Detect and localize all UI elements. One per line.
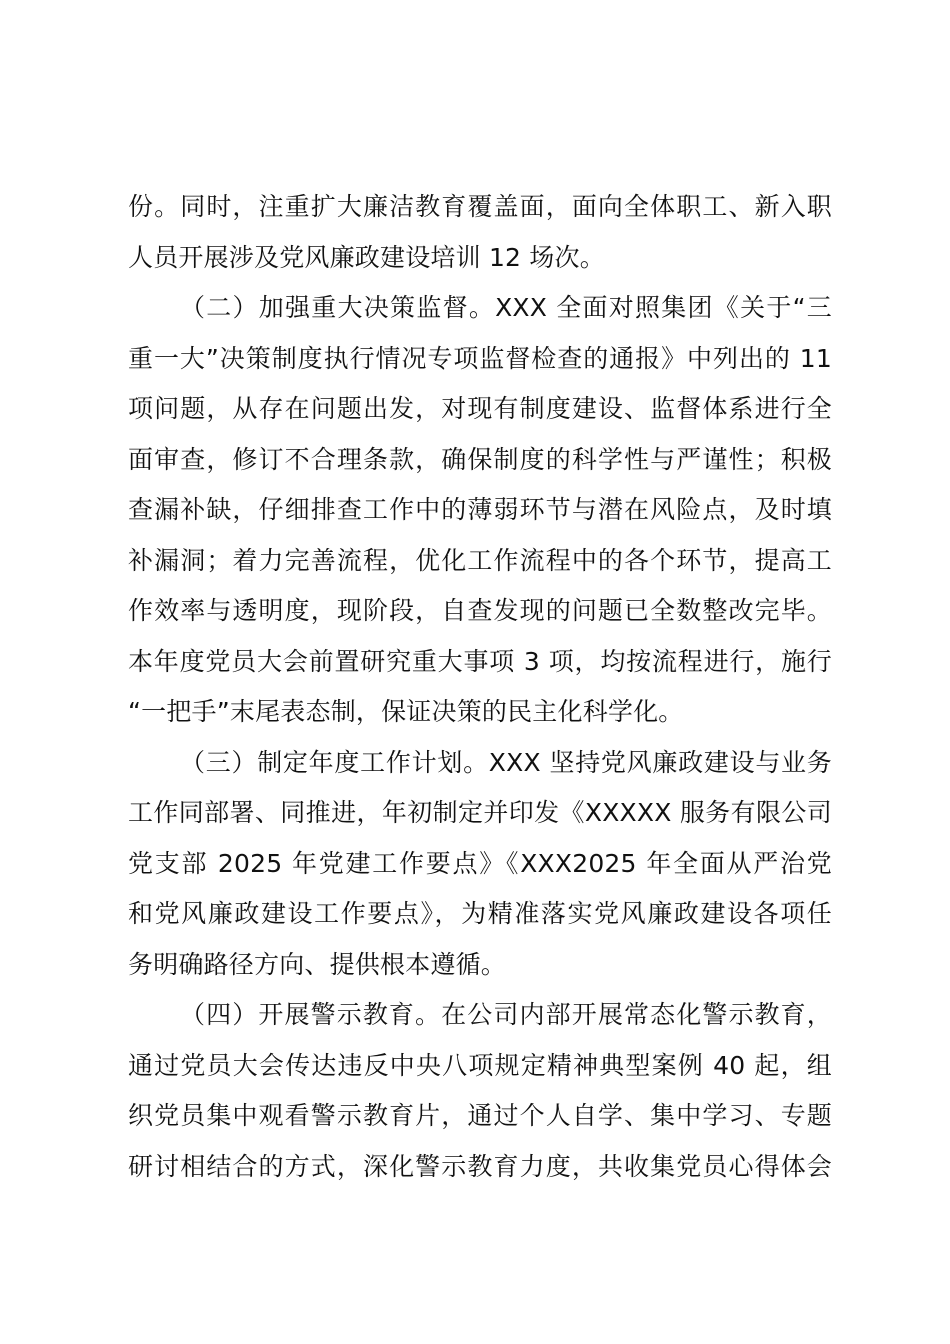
text-line: 通过党员大会传达违反中央八项规定精神典型案例 40 起，组 [128, 1050, 832, 1080]
text-line: 作效率与透明度，现阶段，自查发现的问题已全数整改完毕。 [128, 596, 832, 625]
text-line: 份。同时，注重扩大廉洁教育覆盖面，面向全体职工、新入职 [128, 192, 832, 221]
text-line: 和党风廉政建设工作要点》，为精准落实党风廉政建设各项任 [128, 899, 832, 928]
section-heading-line: （四）开展警示教育。在公司内部开展常态化警示教育， [180, 1000, 832, 1029]
text-line: 研讨相结合的方式，深化警示教育力度，共收集党员心得体会 [128, 1151, 832, 1181]
text-line: 面审查，修订不合理条款，确保制度的科学性与严谨性；积极 [128, 444, 832, 474]
text-line: “一把手”末尾表态制，保证决策的民主化科学化。 [128, 697, 684, 726]
text-line: 织党员集中观看警示教育片，通过个人自学、集中学习、专题 [128, 1101, 832, 1130]
section-heading-line: （三）制定年度工作计划。XXX 坚持党风廉政建设与业务 [180, 747, 832, 777]
text-line: 补漏洞；着力完善流程，优化工作流程中的各个环节，提高工 [128, 545, 832, 575]
text-line: 工作同部署、同推进，年初制定并印发《XXXXX 服务有限公司 [128, 798, 832, 827]
text-line: 务明确路径方向、提供根本遵循。 [128, 949, 507, 979]
text-line: 项问题，从存在问题出发，对现有制度建设、监督体系进行全 [128, 394, 832, 423]
text-line: 重一大”决策制度执行情况专项监督检查的通报》中列出的 11 [128, 343, 832, 373]
section-heading-line: （二）加强重大决策监督。XXX 全面对照集团《关于“三 [180, 293, 832, 322]
text-line: 人员开展涉及党风廉政建设培训 12 场次。 [128, 242, 605, 272]
text-line: 查漏补缺，仔细排查工作中的薄弱环节与潜在风险点，及时填 [128, 495, 832, 524]
body-text [128, 182, 832, 1192]
text-line: 本年度党员大会前置研究重大事项 3 项，均按流程进行，施行 [128, 646, 832, 676]
text-line: 党支部 2025 年党建工作要点》《XXX2025 年全面从严治党 [128, 848, 832, 878]
